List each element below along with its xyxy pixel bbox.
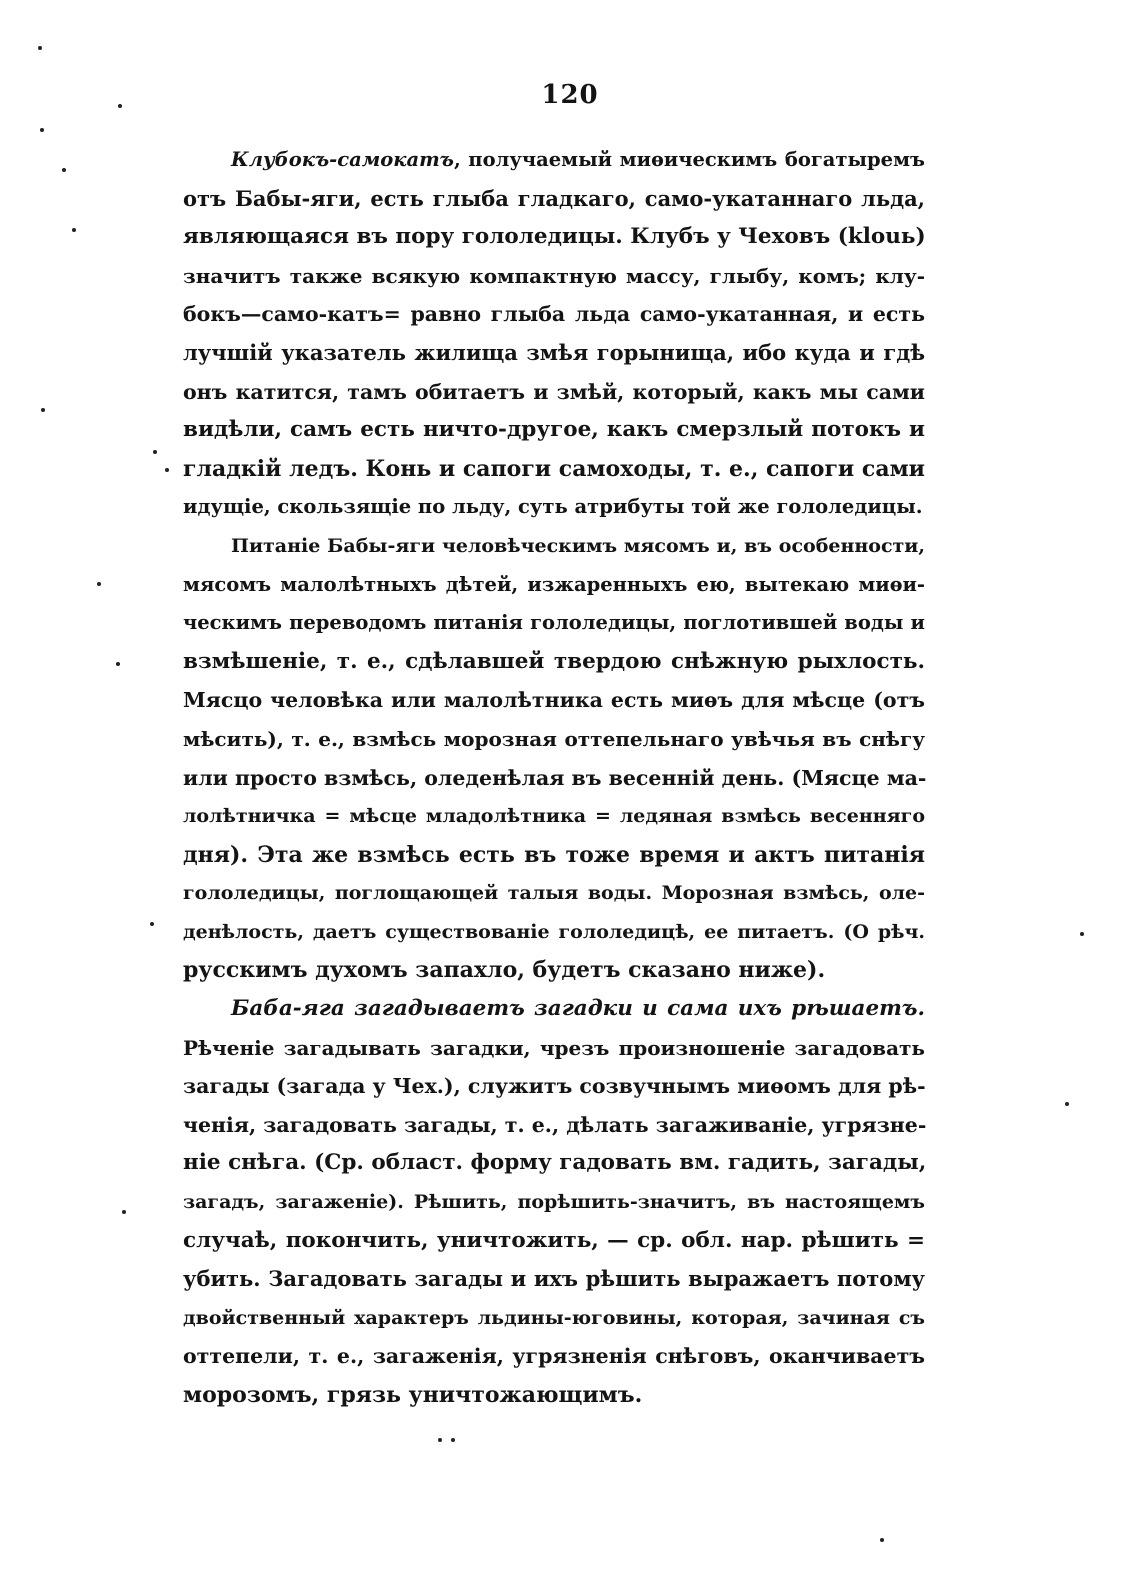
text-segment: убить. Загадовать загады и ихъ рѣшить выражаетъ потому bbox=[183, 1266, 925, 1292]
text-line bbox=[183, 218, 925, 257]
text-line bbox=[183, 1067, 925, 1106]
text-line bbox=[183, 527, 925, 566]
text-segment: гладкій ледъ. Конь и сапоги самоходы, т. е., сапоги сами bbox=[183, 455, 925, 482]
text-line bbox=[183, 295, 925, 334]
text-line bbox=[183, 1376, 925, 1415]
text-segment: оттепели, т. е., загаженія, угрязненія снѣговъ, оканчиваетъ bbox=[183, 1344, 925, 1369]
text-segment: являющаяся въ пору гололедицы. Клубъ у Чеховъ (klouь) bbox=[183, 224, 926, 250]
text-line bbox=[183, 1299, 925, 1338]
text-segment: значитъ также всякую компактную массу, глыбу, комъ; клу- bbox=[183, 263, 925, 288]
scan-speck bbox=[150, 922, 154, 926]
text-segment: бокъ—само-катъ= равно глыба льда само-укатанная, и есть bbox=[183, 302, 925, 327]
text-line bbox=[183, 488, 925, 527]
scan-speck bbox=[880, 1538, 884, 1542]
text-segment: , получаемый миѳическимъ богатыремъ bbox=[453, 148, 925, 171]
text-segment: Питаніе Бабы-яги человѣческимъ мясомъ и, въ особенности, bbox=[231, 534, 925, 557]
scan-speck bbox=[62, 168, 66, 172]
scan-speck bbox=[1065, 1102, 1069, 1106]
text-segment: ченія, загадовать загады, т. е., дѣлать загаживаніе, угрязне- bbox=[183, 1112, 927, 1137]
text-segment: лолѣтничка = мѣсце младолѣтника = ледяная взмѣсь весенняго bbox=[183, 805, 925, 828]
text-segment: случаѣ, покончить, уничтожить, — ср. обл. нар. рѣшить = bbox=[183, 1227, 925, 1253]
text-segment: мясомъ малолѣтныхъ дѣтей, изжаренныхъ ею, вытекаю миѳи- bbox=[183, 572, 925, 596]
text-line bbox=[183, 1029, 925, 1068]
text-line bbox=[183, 334, 925, 373]
scan-speck bbox=[41, 408, 45, 412]
text-segment: Клубокъ-самокатъ bbox=[231, 148, 454, 171]
scan-speck bbox=[72, 228, 76, 232]
text-segment: морозомъ, грязь уничтожающимъ. bbox=[183, 1382, 643, 1408]
text-segment: или просто взмѣсь, оледенѣлая въ весенній день. (Мясце ма- bbox=[183, 765, 927, 790]
text-segment: ческимъ переводомъ питанія гололедицы, поглотившей воды и bbox=[183, 611, 925, 635]
text-segment: взмѣшеніе, т. е., сдѣлавшей твердою снѣжную рыхлость. bbox=[183, 648, 925, 674]
text-line bbox=[183, 1260, 925, 1299]
body-text bbox=[183, 141, 925, 1415]
text-segment: видѣли, самъ есть ничто-другое, какъ смерзлый потокъ и bbox=[183, 417, 925, 443]
text-segment: ніе снѣга. (Ср. област. форму гадовать вм. гадить, загады, bbox=[183, 1150, 927, 1176]
text-line bbox=[183, 450, 925, 489]
text-line bbox=[183, 681, 925, 720]
text-segment: онъ катится, тамъ обитаетъ и змѣй, который, какъ мы сами bbox=[183, 379, 925, 404]
text-line bbox=[183, 759, 925, 798]
page-number: 120 bbox=[541, 80, 599, 110]
text-segment: Мясцо человѣка или малолѣтника есть миѳъ для мѣсце (отъ bbox=[183, 688, 925, 713]
text-segment: лучшій указатель жилища змѣя горынища, ибо куда и гдѣ bbox=[183, 339, 925, 365]
scan-speck bbox=[153, 450, 157, 454]
text-segment: гололедицы, поглощающей талыя воды. Морозная взмѣсь, оле- bbox=[183, 882, 925, 905]
text-line bbox=[183, 913, 925, 952]
text-line bbox=[183, 373, 925, 412]
scan-speck bbox=[118, 104, 122, 108]
text-line bbox=[183, 1222, 925, 1261]
text-segment: загадъ, загаженіе). Рѣшить, порѣшить-значитъ, въ настоящемъ bbox=[183, 1191, 925, 1214]
text-line bbox=[183, 1337, 925, 1376]
scan-speck bbox=[122, 1210, 126, 1214]
text-line bbox=[183, 643, 925, 682]
text-line bbox=[183, 1106, 925, 1145]
text-segment: мѣсить), т. е., взмѣсь морозная оттепельнаго увѣчья въ снѣгу bbox=[183, 726, 925, 751]
text-segment: Рѣченіе загадывать загадки, чрезъ произношеніе загадовать bbox=[183, 1035, 925, 1060]
text-line bbox=[183, 1183, 925, 1222]
text-segment: русскимъ духомъ запахло, будетъ сказано ниже). bbox=[183, 957, 826, 984]
text-line bbox=[183, 797, 925, 836]
text-line bbox=[183, 951, 925, 990]
scan-speck bbox=[38, 46, 42, 50]
text-line bbox=[183, 566, 925, 605]
text-line bbox=[183, 141, 925, 180]
text-line bbox=[183, 1144, 925, 1183]
text-line bbox=[183, 411, 925, 450]
text-segment: денѣлость, даетъ существованіе гололедицѣ, ее питаетъ. (О рѣч. bbox=[183, 920, 925, 943]
text-line bbox=[183, 990, 925, 1029]
scan-speck bbox=[165, 468, 169, 472]
text-segment: загады (загада у Чех.), служитъ созвучнымъ миѳомъ для рѣ- bbox=[183, 1074, 926, 1099]
text-line bbox=[183, 836, 925, 875]
text-line bbox=[183, 874, 925, 913]
text-line bbox=[183, 604, 925, 643]
text-segment: отъ Бабы-яги, есть глыба гладкаго, само-укатаннаго льда, bbox=[183, 185, 925, 211]
text-line bbox=[183, 720, 925, 759]
text-segment: Баба-яга загадываетъ загадки и сама ихъ рѣшаетъ. bbox=[231, 996, 925, 1022]
scan-speck bbox=[451, 1438, 455, 1442]
text-segment: идущіе, скользящіе по льду, суть атрибуты той же гололедицы. bbox=[183, 495, 923, 519]
scan-speck bbox=[438, 1438, 442, 1442]
text-line bbox=[183, 180, 925, 219]
scan-speck bbox=[116, 662, 120, 666]
scan-speck bbox=[97, 582, 101, 586]
scan-speck bbox=[40, 128, 44, 132]
text-segment: дня). Эта же взмѣсь есть въ тоже время и актъ питанія bbox=[183, 841, 925, 868]
text-segment: двойственный характеръ льдины-юговины, которая, зачиная съ bbox=[183, 1306, 925, 1329]
text-line bbox=[183, 257, 925, 296]
scan-speck bbox=[1080, 932, 1084, 936]
